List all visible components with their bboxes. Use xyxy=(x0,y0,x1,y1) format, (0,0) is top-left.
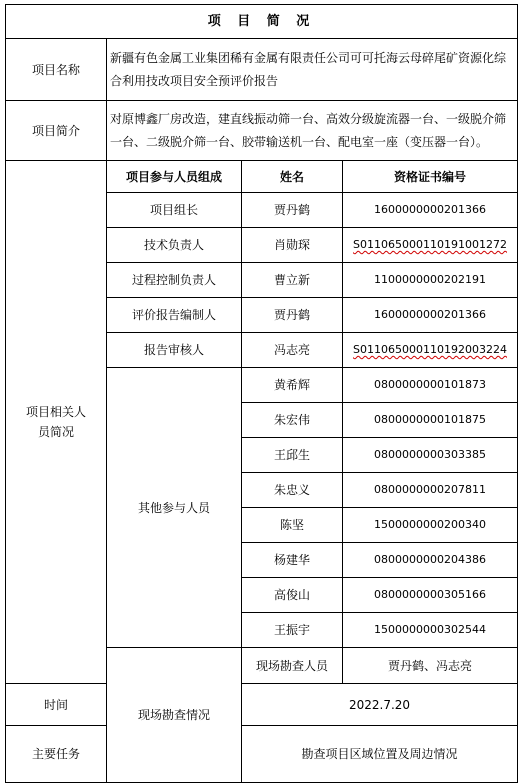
table-row xyxy=(6,726,518,783)
name-cell: 曹立新 xyxy=(242,263,343,298)
cert-cell: 1500000000200340 xyxy=(343,508,518,543)
header-cert: 资格证书编号 xyxy=(343,161,518,193)
role-cell: 评价报告编制人 xyxy=(107,298,242,333)
role-cell: 过程控制负责人 xyxy=(107,263,242,298)
cert-cell: 1600000000201366 xyxy=(343,193,518,228)
survey-row-value: 2022.7.20 xyxy=(242,684,518,726)
name-cell: 陈坚 xyxy=(242,508,343,543)
cert-cell: 0800000000101875 xyxy=(343,403,518,438)
cert-cell: 0800000000207811 xyxy=(343,473,518,508)
role-cell: 技术负责人 xyxy=(107,228,242,263)
name-cell: 杨建华 xyxy=(242,543,343,578)
project-name-value: 新疆有色金属工业集团稀有金属有限责任公司可可托海云母碎尾矿资源化综合利用技改项目安全预评价报告 xyxy=(107,39,518,101)
role-cell: 报告审核人 xyxy=(107,333,242,368)
name-cell: 贾丹鹤 xyxy=(242,193,343,228)
survey-row-label: 现场勘查人员 xyxy=(242,648,343,684)
project-overview-table xyxy=(5,4,518,783)
cert-cell: 1100000000202191 xyxy=(343,263,518,298)
name-cell: 王振宇 xyxy=(242,613,343,648)
cert-cell: 0800000000204386 xyxy=(343,543,518,578)
site-survey-section-label: 现场勘查情况 xyxy=(107,648,242,783)
name-cell: 冯志亮 xyxy=(242,333,343,368)
name-cell: 朱宏伟 xyxy=(242,403,343,438)
survey-row-value: 勘查项目区域位置及周边情况 xyxy=(242,726,518,783)
cert-cell: S011065000110192003224 xyxy=(343,333,518,368)
name-cell: 高俊山 xyxy=(242,578,343,613)
cert-cell: 0800000000101873 xyxy=(343,368,518,403)
name-cell: 王邱生 xyxy=(242,438,343,473)
table-row xyxy=(6,684,518,726)
cert-cell: 0800000000305166 xyxy=(343,578,518,613)
name-cell: 肖勋琛 xyxy=(242,228,343,263)
name-cell: 贾丹鹤 xyxy=(242,298,343,333)
survey-row-value: 贾丹鹤、冯志亮 xyxy=(343,648,518,684)
project-intro-value: 对原博鑫厂房改造，建直线振动筛一台、高效分级旋流器一台、一级脱介筛一台、二级脱介筛一台、胶带输送机一台、配电室一座（变压器一台）。 xyxy=(107,101,518,161)
role-cell: 项目组长 xyxy=(107,193,242,228)
cert-cell: 1500000000302544 xyxy=(343,613,518,648)
survey-row-label: 时间 xyxy=(6,684,107,726)
others-label: 其他参与人员 xyxy=(107,368,242,648)
cert-cell: 0800000000303385 xyxy=(343,438,518,473)
project-intro-label: 项目简介 xyxy=(6,101,107,161)
name-cell: 朱忠义 xyxy=(242,473,343,508)
cert-cell: S011065000110191001272 xyxy=(343,228,518,263)
survey-row-label: 主要任务 xyxy=(6,726,107,783)
name-cell: 黄希辉 xyxy=(242,368,343,403)
table-title: 项 目 简 况 xyxy=(6,5,518,39)
header-role: 项目参与人员组成 xyxy=(107,161,242,193)
cert-cell: 1600000000201366 xyxy=(343,298,518,333)
header-name: 姓名 xyxy=(242,161,343,193)
personnel-section-label: 项目相关人员简况 xyxy=(6,161,107,684)
project-name-label: 项目名称 xyxy=(6,39,107,101)
